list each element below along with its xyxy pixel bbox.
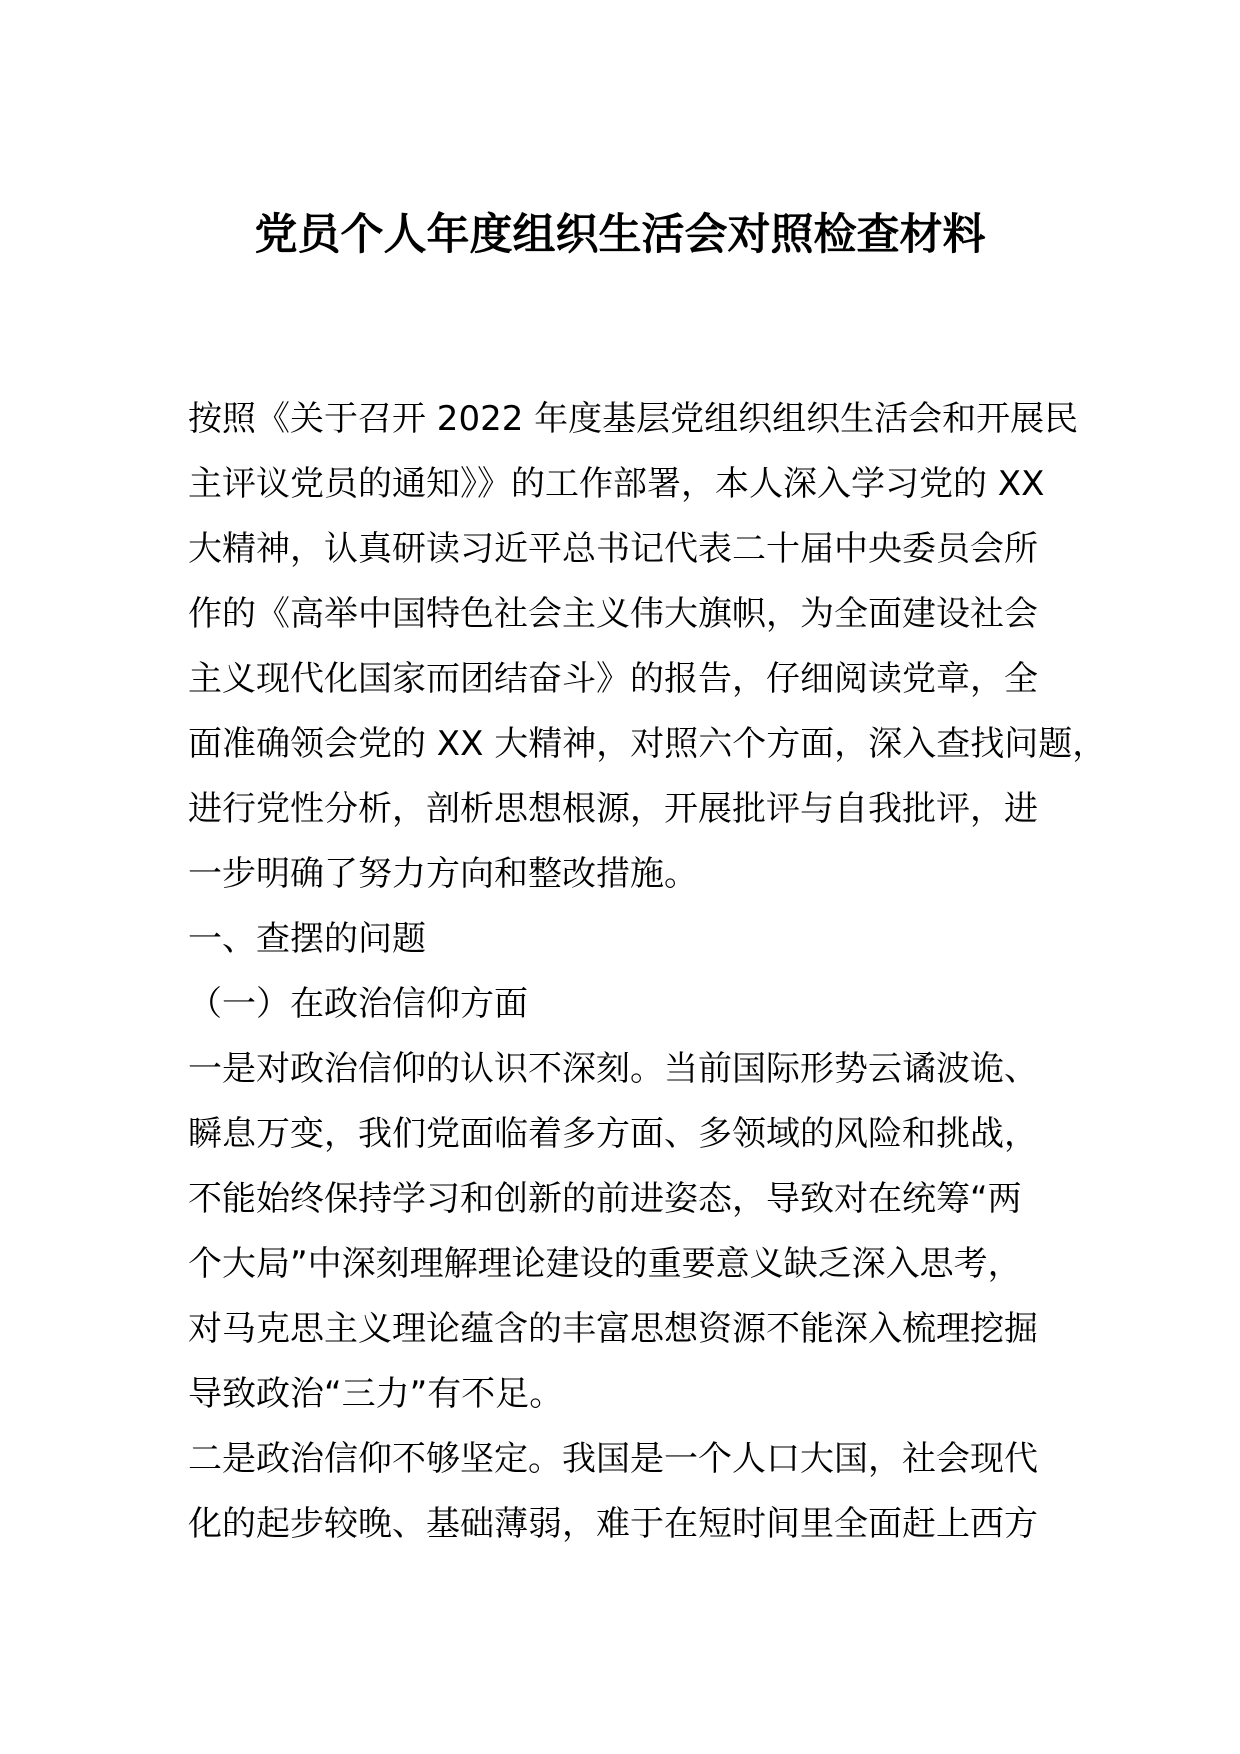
- body-line: 一是对政治信仰的认识不深刻。当前国际形势云谲波诡、: [188, 1049, 1038, 1089]
- body-line: 一步明确了努力方向和整改措施。: [188, 854, 698, 894]
- body-line: 化的起步较晚、基础薄弱，难于在短时间里全面赶上西方: [188, 1504, 1038, 1544]
- body-line: 对马克思主义理论蕴含的丰富思想资源不能深入梳理挖掘: [188, 1309, 1038, 1349]
- body-line: 进行党性分析，剖析思想根源，开展批评与自我批评，进: [188, 789, 1038, 829]
- body-line: 个大局”中深刻理解理论建设的重要意义缺乏深入思考，: [188, 1244, 1022, 1284]
- body-line: 按照《关于召开 2022 年度基层党组织组织生活会和开展民: [188, 399, 1079, 439]
- subsection-heading: （一）在政治信仰方面: [188, 984, 528, 1024]
- body-line: 作的《高举中国特色社会主义伟大旗帜，为全面建设社会: [188, 594, 1038, 634]
- document-body: [188, 387, 1107, 1557]
- body-line: 瞬息万变，我们党面临着多方面、多领域的风险和挑战，: [188, 1114, 1038, 1154]
- section-heading: 一、查摆的问题: [188, 919, 426, 959]
- body-line: 不能始终保持学习和创新的前进姿态，导致对在统筹“两: [188, 1179, 1022, 1219]
- body-line: 导致政治“三力”有不足。: [188, 1374, 564, 1414]
- body-line: 面准确领会党的 XX 大精神，对照六个方面，深入查找问题，: [188, 724, 1107, 764]
- body-line: 主义现代化国家而团结奋斗》的报告，仔细阅读党章，全: [188, 659, 1038, 699]
- body-line: 大精神，认真研读习近平总书记代表二十届中央委员会所: [188, 529, 1038, 569]
- body-line: 主评议党员的通知》》的工作部署，本人深入学习党的 XX: [188, 464, 1045, 504]
- body-line: 二是政治信仰不够坚定。我国是一个人口大国，社会现代: [188, 1439, 1038, 1479]
- document-title: 党员个人年度组织生活会对照检查材料: [254, 210, 986, 260]
